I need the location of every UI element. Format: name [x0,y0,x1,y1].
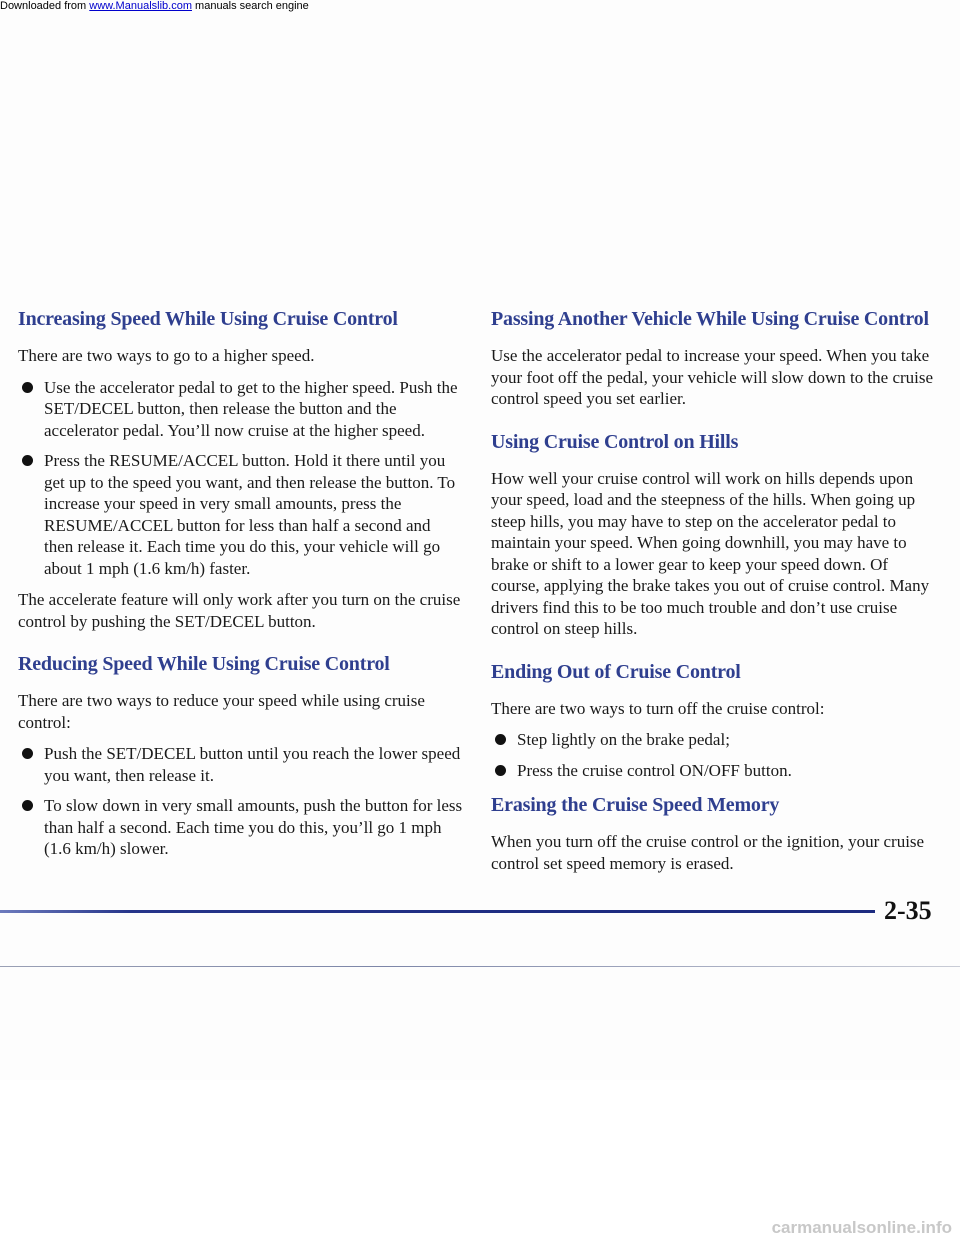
bullet-list [18,377,463,580]
section-title-erasing: Erasing the Cruise Speed Memory [491,794,780,816]
header-prefix: Downloaded from [0,0,90,12]
footer-rule [0,910,875,913]
section-title-increasing-speed: Increasing Speed While Using Cruise Control [18,308,398,330]
section-title-hills: Using Cruise Control on Hills [491,430,739,453]
paragraph: The accelerate feature will only work after you turn on the cruise control by pushing the SET/DECEL button. [18,590,461,631]
list-item-text: Press the cruise control ON/OFF button. [517,760,792,780]
bullet-list [491,729,936,781]
bullet-icon [22,800,33,811]
section-title-ending: Ending Out of Cruise Control [491,660,741,683]
left-column [18,305,463,870]
bullet-icon [22,455,33,466]
watermark: carmanualsonline.info [771,1218,952,1237]
list-item-text: To slow down in very small amounts, push the button for less than half a second. Each time you do this, you’ll go 1 mph (1.6 km/h) slower. [44,796,463,858]
list-item-text: Press the RESUME/ACCEL button. Hold it there until you get up to the speed you want, and then release the button. To increase your speed in very small amounts, press the RESUME/ACCEL button for less than half a second and then release it. Each time you do this, your vehicle will go about 1 mph (1.6 km/h) faster. [44,451,456,578]
list-item-text: Step lightly on the brake pedal; [517,730,730,749]
section-title-passing: Passing Another Vehicle While Using Cruise Control [491,308,929,330]
manualslib-link[interactable]: www.Manualslib.com [89,0,192,12]
list-item [18,795,463,860]
bullet-list [18,743,463,860]
paragraph: There are two ways to turn off the cruise control: [491,698,825,718]
bullet-icon [495,765,506,776]
bullet-icon [22,382,33,393]
section-title-reducing-speed: Reducing Speed While Using Cruise Control [18,653,390,675]
paragraph: There are two ways to reduce your speed while using cruise control: [18,691,425,732]
download-header [0,0,960,12]
list-item [18,377,463,442]
paragraph: When you turn off the cruise control or the ignition, your cruise control set speed memory is erased. [491,832,925,873]
list-item [491,729,936,751]
list-item [18,450,463,579]
bullet-icon [495,734,506,745]
list-item [491,760,936,782]
page-number: 2-35 [884,896,932,925]
list-item-text: Use the accelerator pedal to get to the higher speed. Push the SET/DECEL button, then release the button and the accelerator pedal. You’ll now cruise at the higher speed. [44,377,458,440]
list-item-text: Push the SET/DECEL button until you reach the lower speed you want, then release it. [44,744,461,785]
paragraph: There are two ways to go to a higher speed. [18,346,315,365]
bottom-divider [0,966,960,967]
list-item [18,743,463,786]
bullet-icon [22,748,33,759]
paragraph: Use the accelerator pedal to increase your speed. When you take your foot off the pedal, your vehicle will slow down to the cruise control speed you set earlier. [491,346,934,408]
header-suffix: manuals search engine [191,0,309,12]
right-column [491,305,936,884]
paragraph: How well your cruise control will work on hills depends upon your speed, load and the steepness of the hills. When going up steep hills, you may have to step on the accelerator pedal to maintain your speed. When going downhill, you may have to brake or shift to a lower gear to keep your speed down. Of course, applying the brake takes you out of cruise control. Many drivers find this to be too much trouble and don’t use cruise control on steep hills. [491,468,930,638]
